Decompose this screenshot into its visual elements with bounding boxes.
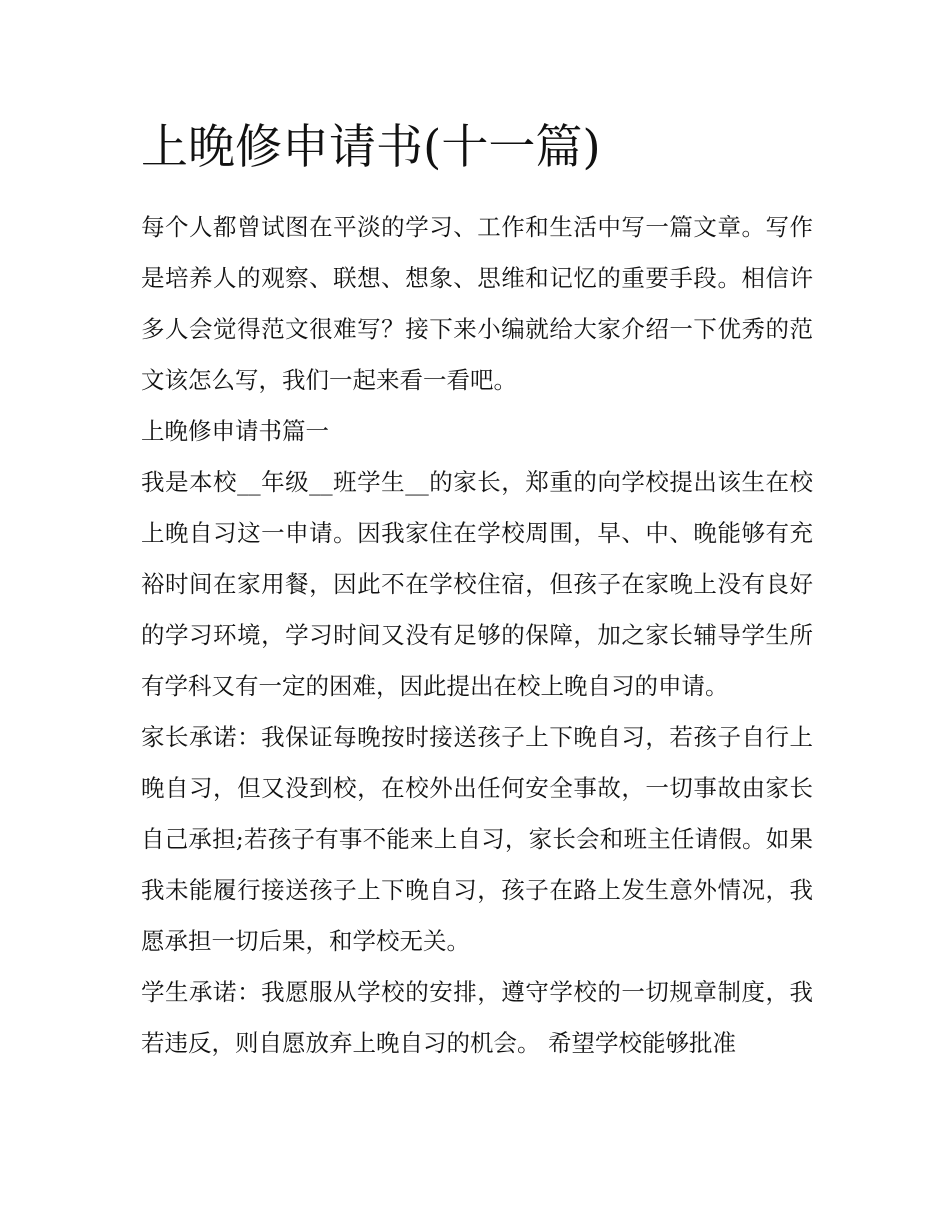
- paragraph-student-promise: 学生承诺：我愿服从学校的安排，遵守学校的一切规章制度，我若违反，则自愿放弃上晚自习的机会。 希望学校能够批准: [141, 978, 813, 1057]
- document-content: [141, 118, 813, 1069]
- paragraph-parent-promise: 家长承诺：我保证每晚按时接送孩子上下晚自习，若孩子自行上晚自习，但又没到校，在校外出任何安全事故，一切事故由家长自己承担;若孩子有事不能来上自习，家长会和班主任请假。如果我未能履行接送孩子上下晚自习，孩子在路上发生意外情况，我愿承担一切后果，和学校无关。: [141, 723, 813, 955]
- section-heading: 上晚修申请书篇一: [141, 417, 329, 445]
- document-title: 上晚修申请书(十一篇): [141, 120, 601, 175]
- intro-paragraph: 每个人都曾试图在平淡的学习、工作和生活中写一篇文章。写作是培养人的观察、联想、想象、思维和记忆的重要手段。相信许多人会觉得范文很难写？接下来小编就给大家介绍一下优秀的范文该怎么写，我们一起来看一看吧。: [141, 213, 813, 394]
- paragraph-parent-statement: 我是本校__年级__班学生__的家长，郑重的向学校提出该生在校上晚自习这一申请。因我家住在学校周围，早、中、晚能够有充裕时间在家用餐，因此不在学校住宿，但孩子在家晚上没有良好的学习环境，学习时间又没有足够的保障，加之家长辅导学生所有学科又有一定的困难，因此提出在校上晚自习的申请。: [141, 468, 813, 700]
- document-body: [141, 202, 813, 1069]
